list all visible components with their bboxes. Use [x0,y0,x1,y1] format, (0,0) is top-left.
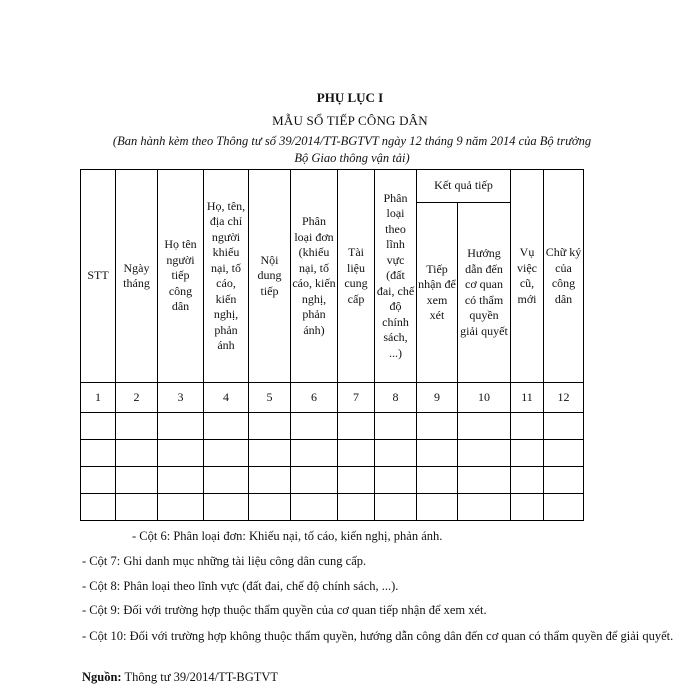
header-petition-type: Phân loại đơn (khiếu nại, tố cáo, kiến nghị, phản ánh) [291,170,338,383]
table-row [81,494,584,521]
header-receiver-name: Họ tên người tiếp công dân [158,170,204,383]
empty-cell [291,494,338,521]
empty-cell [375,467,417,494]
empty-cell [511,413,544,440]
header-guided: Hướng dẫn đến cơ quan có thẩm quyền giải quyết [458,203,511,383]
table-row [81,467,584,494]
empty-cell [544,494,584,521]
empty-cell [81,467,116,494]
header-result-group: Kết quả tiếp [417,170,511,203]
empty-cell [338,494,375,521]
empty-cell [204,413,249,440]
note-text: - Cột 7: Ghi danh mục những tài liệu công dân cung cấp. [82,554,367,568]
issued-note [78,133,626,167]
empty-cell [375,494,417,521]
table-row [81,413,584,440]
empty-cell [511,494,544,521]
empty-cell [338,413,375,440]
empty-cell [544,413,584,440]
empty-cell [249,440,291,467]
empty-cell [204,467,249,494]
empty-cell [338,467,375,494]
empty-cell [291,413,338,440]
empty-cell [458,467,511,494]
column-number: 11 [511,383,544,413]
column-number: 3 [158,383,204,413]
note-text: - Cột 10: Đối với trường hợp không thuộc thẩm quyền, hướng dẫn công dân đến cơ quan có thẩm quyền để giải quyết. [82,629,674,643]
empty-cell [291,440,338,467]
column-number: 4 [204,383,249,413]
source-line [82,670,278,685]
empty-cell [158,467,204,494]
source-value: Thông tư 39/2014/TT-BGTVT [124,670,279,684]
empty-cell [458,440,511,467]
empty-cell [338,440,375,467]
header-accepted: Tiếp nhận để xem xét [417,203,458,383]
empty-cell [417,494,458,521]
column-number: 7 [338,383,375,413]
empty-cell [458,413,511,440]
header-case-status: Vụ việc cũ, mới [511,170,544,383]
empty-cell [158,413,204,440]
empty-cell [116,440,158,467]
column-number-row [81,383,584,413]
empty-cell [249,467,291,494]
empty-cell [511,467,544,494]
empty-cell [158,494,204,521]
note-column-10 [82,627,682,646]
header-date: Ngày tháng [116,170,158,383]
empty-cell [249,413,291,440]
citizen-reception-table [80,169,584,521]
empty-cell [375,413,417,440]
column-number: 8 [375,383,417,413]
form-title: MẪU SỔ TIẾP CÔNG DÂN [272,113,428,128]
empty-cell [417,413,458,440]
empty-cell [116,467,158,494]
issued-line-2: Bộ Giao thông vận tải) [294,151,410,165]
note-column-9 [82,601,682,620]
column-number: 2 [116,383,158,413]
empty-cell [81,494,116,521]
source-label: Nguồn: [82,670,122,684]
empty-cell [544,440,584,467]
empty-cell [511,440,544,467]
empty-cell [204,494,249,521]
issued-line-1: (Ban hành kèm theo Thông tư số 39/2014/TT-BGTVT ngày 12 tháng 9 năm 2014 của Bộ trưởng [112,134,592,148]
column-number: 5 [249,383,291,413]
empty-cell [158,440,204,467]
note-text: - Cột 8: Phân loại theo lĩnh vực (đất đai, chế độ chính sách, ...). [82,579,399,593]
empty-cell [544,467,584,494]
header-field-type: Phân loại theo lĩnh vực (đất đai, chế độ chính sách, ...) [375,170,417,383]
header-signature: Chữ ký của công dân [544,170,584,383]
column-number: 6 [291,383,338,413]
column-number: 10 [458,383,511,413]
column-number: 1 [81,383,116,413]
empty-cell [249,494,291,521]
table-row [81,440,584,467]
column-number: 12 [544,383,584,413]
empty-cell [458,494,511,521]
empty-cell [116,413,158,440]
note-text: - Cột 6: Phân loại đơn: Khiếu nại, tố cáo, kiến nghị, phản ánh. [132,529,443,543]
note-column-6 [82,527,682,546]
header-content: Nội dung tiếp [249,170,291,383]
note-column-8 [82,577,682,596]
appendix-title: PHỤ LỤC I [316,90,384,105]
note-text: - Cột 9: Đối với trường hợp thuộc thẩm quyền của cơ quan tiếp nhận để xem xét. [82,603,487,617]
note-column-7 [82,552,682,571]
header-stt: STT [81,170,116,383]
empty-cell [204,440,249,467]
header-documents: Tài liệu cung cấp [338,170,375,383]
empty-cell [417,467,458,494]
empty-cell [81,440,116,467]
column-number: 9 [417,383,458,413]
empty-cell [81,413,116,440]
empty-cell [417,440,458,467]
empty-cell [375,440,417,467]
header-citizen-info: Họ, tên, địa chỉ người khiếu nại, tố cáo, kiến nghị, phản ánh [204,170,249,383]
empty-cell [116,494,158,521]
empty-cell [291,467,338,494]
